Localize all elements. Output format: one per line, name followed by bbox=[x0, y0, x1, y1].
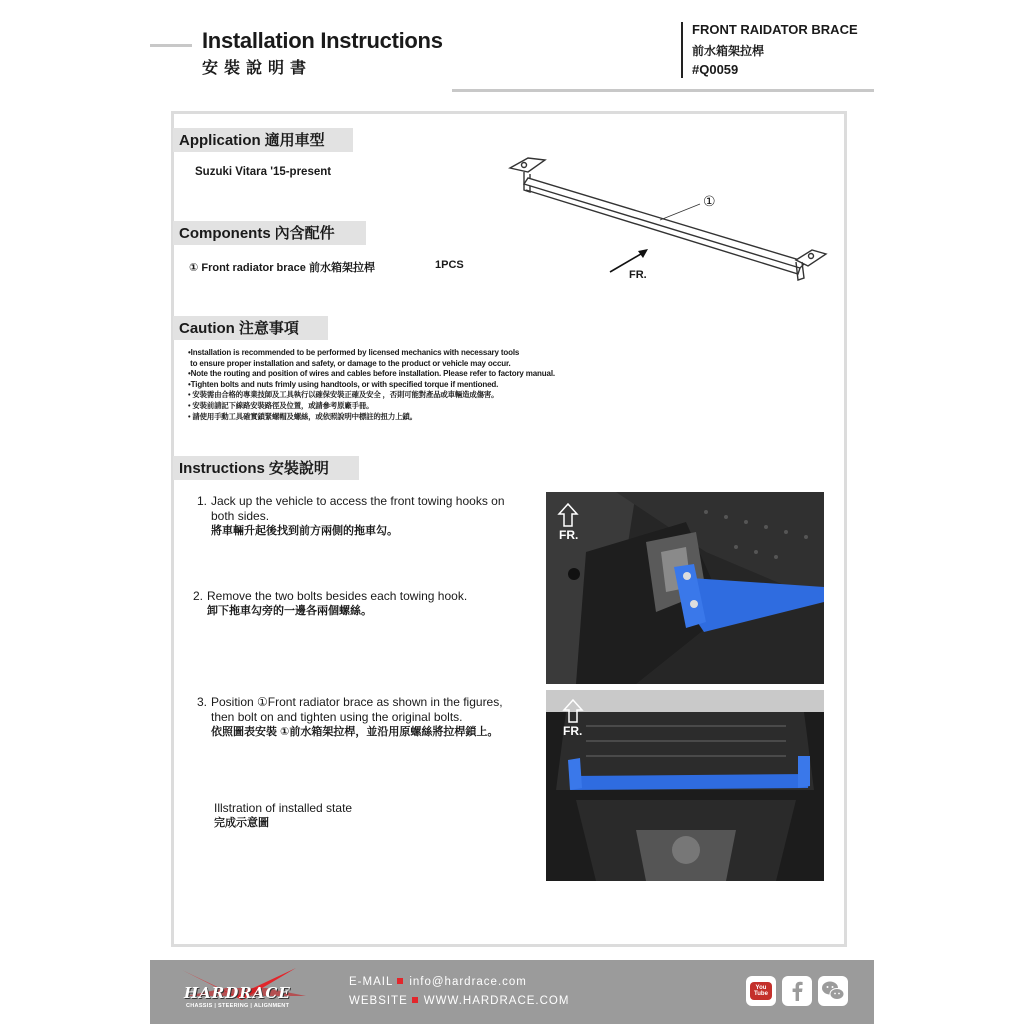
step-number: 3. bbox=[197, 695, 208, 709]
step-text-zh: 依照圖表安裝 ①前水箱架拉桿，並沿用原螺絲將拉桿鎖上。 bbox=[211, 726, 499, 738]
caution-heading-en: Caution bbox=[179, 320, 235, 337]
website-link[interactable]: WWW.HARDRACE.COM bbox=[423, 995, 570, 1007]
section-instructions bbox=[173, 456, 359, 480]
component-quantity: 1PCS bbox=[435, 259, 464, 271]
caution-heading-zh: 注意事項 bbox=[238, 319, 299, 337]
email-label: E-MAIL bbox=[349, 976, 394, 988]
bullet-icon bbox=[397, 978, 403, 984]
bullet-icon bbox=[412, 997, 418, 1003]
email-link[interactable]: info@hardrace.com bbox=[409, 976, 527, 988]
title-english: Installation Instructions bbox=[202, 28, 443, 53]
step-3 bbox=[197, 695, 503, 740]
photo-towing-hook bbox=[546, 492, 824, 684]
section-components bbox=[173, 221, 366, 245]
footer-website bbox=[349, 995, 569, 1007]
application-heading-zh: 適用車型 bbox=[264, 131, 325, 149]
caution-line: •Tighten bolts and nuts frimly using handtools, or with specified torque if mentioned. bbox=[188, 379, 499, 389]
caution-line: •Note the routing and position of wires and cables before installation. Please refer to factory manual. bbox=[188, 369, 555, 379]
facebook-icon[interactable] bbox=[782, 976, 812, 1006]
caution-line: • 安裝需由合格的專業技師及工具執行以確保安裝正確及安全 ，否則可能對產品或車輛造成傷害。 bbox=[188, 390, 499, 400]
diagram-direction-label: FR. bbox=[629, 269, 647, 281]
step-2 bbox=[193, 589, 467, 619]
illustration-caption-en: Illstration of installed state bbox=[214, 801, 353, 815]
vehicle-fitment: Suzuki Vitara '15-present bbox=[195, 166, 332, 178]
wechat-icon[interactable] bbox=[818, 976, 848, 1006]
part-number: #Q0059 bbox=[692, 62, 739, 77]
section-application bbox=[173, 128, 353, 152]
photo-2-fr-label: FR. bbox=[563, 724, 583, 738]
youtube-icon[interactable] bbox=[746, 976, 776, 1006]
step-number: 1. bbox=[197, 494, 208, 508]
step-text: Position ①Front radiator brace as shown in the figures, bbox=[211, 695, 503, 709]
brand-tagline: CHASSIS | STEERING | ALIGNMENT bbox=[186, 1003, 290, 1009]
footer-email bbox=[349, 976, 527, 988]
product-name-english: FRONT RAIDATOR BRACE bbox=[692, 22, 858, 37]
caution-list bbox=[188, 348, 555, 422]
caution-line: •Installation is recommended to be performed by licensed mechanics with necessary tools bbox=[188, 348, 520, 357]
caution-line: • 請使用手動工具確實鎖緊螺帽及螺絲，或依照說明中標註的扭力上鎖。 bbox=[188, 411, 417, 421]
component-item: ① Front radiator brace 前水箱架拉桿 bbox=[189, 262, 375, 274]
header-rule-right bbox=[452, 89, 874, 92]
section-caution bbox=[173, 316, 328, 340]
arrow-up-icon bbox=[562, 698, 584, 724]
caution-line: • 安裝前請記下線路安裝路徑及位置，或請參考原廠手冊。 bbox=[188, 400, 374, 410]
header-rule-left bbox=[150, 44, 192, 47]
product-name-chinese: 前水箱架拉桿 bbox=[692, 44, 765, 58]
instructions-heading-en: Instructions bbox=[179, 460, 265, 477]
components-heading-zh: 內含配件 bbox=[274, 224, 335, 242]
photo-1-fr-label: FR. bbox=[559, 528, 579, 542]
arrow-up-icon bbox=[557, 502, 579, 528]
step-text-zh: 卸下拖車勾旁的一邊各兩個螺絲。 bbox=[207, 605, 372, 617]
header-divider bbox=[681, 22, 683, 78]
brace-diagram bbox=[500, 150, 840, 290]
step-text-zh: 將車輛升起後找到前方兩側的拖車勾。 bbox=[211, 525, 398, 537]
step-text: both sides. bbox=[211, 509, 270, 523]
step-number: 2. bbox=[193, 589, 204, 603]
components-heading-en: Components bbox=[179, 225, 271, 242]
instructions-heading-zh: 安裝說明 bbox=[268, 459, 329, 477]
application-heading-en: Application bbox=[179, 132, 261, 149]
brand-name: HARDRACE bbox=[184, 984, 291, 1002]
step-1 bbox=[197, 494, 505, 539]
diagram-callout-1: ① bbox=[703, 193, 716, 209]
step-text: Remove the two bolts besides each towing hook. bbox=[207, 589, 468, 603]
title-chinese: 安裝說明書 bbox=[202, 58, 313, 77]
website-label: WEBSITE bbox=[349, 995, 408, 1007]
illustration-caption-zh: 完成示意圖 bbox=[214, 817, 269, 829]
photo-installed-state bbox=[546, 690, 824, 881]
caution-line: to ensure proper installation and safety, or damage to the product or vehicle may occur. bbox=[188, 358, 511, 368]
step-text: then bolt on and tighten using the original bolts. bbox=[211, 710, 463, 724]
step-text: Jack up the vehicle to access the front towing hooks on bbox=[211, 494, 505, 508]
youtube-label: You Tube bbox=[754, 985, 768, 997]
